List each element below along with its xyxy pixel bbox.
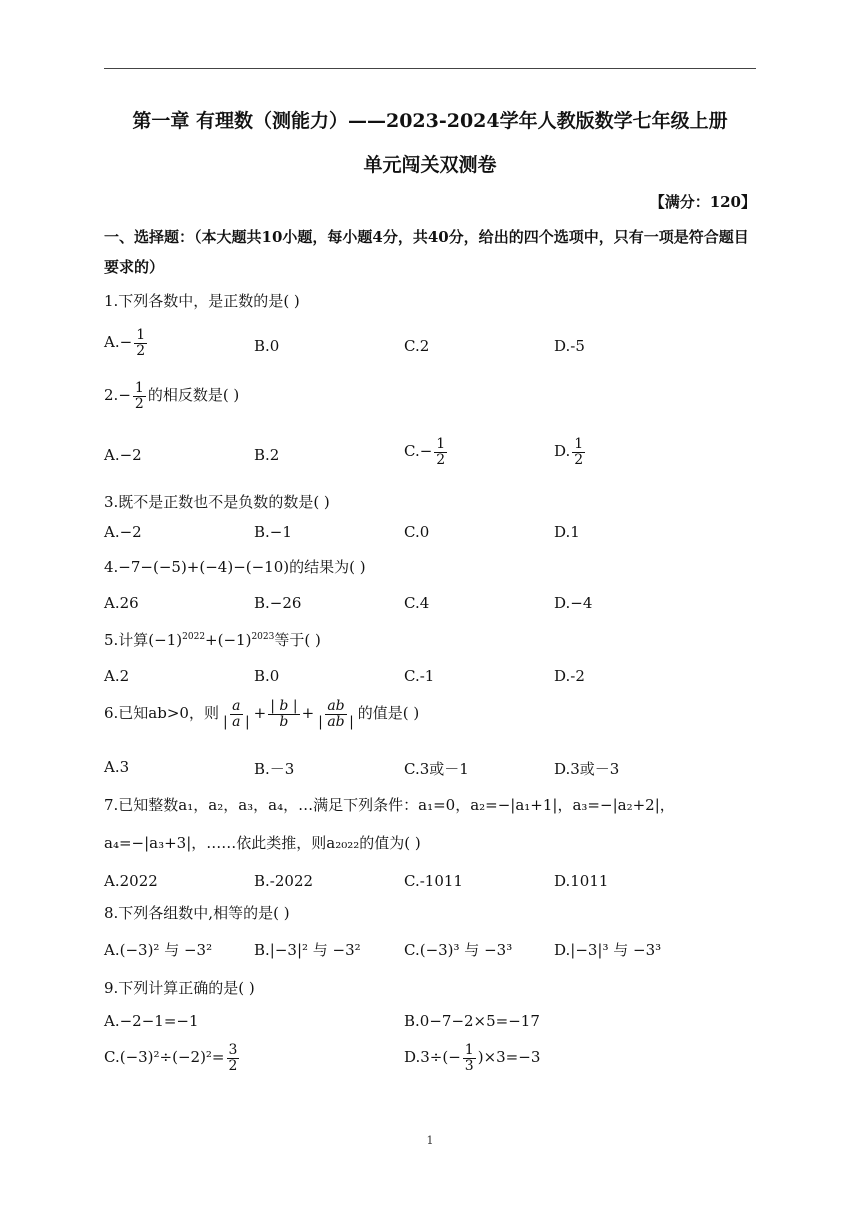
q8-option-a: A.(−3)² 与 −3² (104, 941, 213, 959)
q7-option-a: A.2022 (104, 872, 158, 890)
question-4-stem: 4.−7−(−5)+(−4)−(−10)的结果为( ) (104, 558, 366, 576)
q3-option-a: A.−2 (104, 523, 142, 541)
q2-option-c: C.− $\frac{1}{2}$ (404, 436, 446, 468)
q9-option-b: B.0−7−2×5=−17 (404, 1012, 540, 1030)
q3-option-b: B.−1 (254, 523, 292, 541)
page-number: 1 (426, 1134, 434, 1147)
q8-option-b: B.|−3|² 与 −3² (254, 941, 361, 959)
q7-option-d: D.1011 (554, 872, 609, 890)
q5-option-d: D.-2 (554, 667, 585, 685)
q5-option-a: A.2 (104, 667, 130, 685)
question-8-stem: 8.下列各组数中,相等的是( ) (104, 904, 290, 922)
question-9-stem: 9.下列计算正确的是( ) (104, 979, 255, 997)
q1-option-c: C.2 (404, 337, 430, 355)
q7-option-b: B.-2022 (254, 872, 314, 890)
question-3-stem: 3.既不是正数也不是负数的数是( ) (104, 493, 330, 511)
q5-option-b: B.0 (254, 667, 280, 685)
q3-option-c: C.0 (404, 523, 430, 541)
q9-option-d: D.3÷(− $\frac{1}{3}$ )×3=−3 (404, 1042, 541, 1074)
q5-option-c: C.-1 (404, 667, 435, 685)
q4-option-b: B.−26 (254, 594, 302, 612)
question-1-stem: 1.下列各数中，是正数的是( ) (104, 292, 300, 310)
q1-option-a: A.− $\frac{1}{2}$ (104, 327, 146, 359)
q2-option-a: A.−2 (104, 446, 142, 464)
question-6-stem: 6.已知ab>0，则 $\frac{a}{| a |}$ + $\frac{| b |}{b}$ + $\frac{ab}{| ab |}$ 的值是( ) (104, 698, 420, 730)
q8-option-c: C.(−3)³ 与 −3³ (404, 941, 513, 959)
question-5-stem: 5.计算$(-1)^{2022}+(-1)^{2023}$等于( ) (104, 631, 321, 649)
q6-option-b: B.－3 (254, 760, 295, 778)
question-7-line-2: a₄=−|a₃+3|，……依此类推，则a₂₀₂₂的值为( ) (104, 834, 421, 852)
header-rule (104, 68, 756, 69)
q4-option-d: D.−4 (554, 594, 593, 612)
q1-option-d: D.-5 (554, 337, 585, 355)
q6-option-d: D.3或－3 (554, 760, 620, 778)
q2-option-d: D. $\frac{1}{2}$ (554, 436, 584, 468)
q3-option-d: D.1 (554, 523, 580, 541)
q4-option-a: A.26 (104, 594, 139, 612)
document-subtitle: 单元闯关双测卷 (363, 154, 497, 176)
q2-option-b: B.2 (254, 446, 280, 464)
q8-option-d: D.|−3|³ 与 −3³ (554, 941, 662, 959)
q9-option-c: C.(−3)²÷(−2)²= $\frac{3}{2}$ (104, 1042, 238, 1074)
question-7-line-1: 7.已知整数a₁，a₂，a₃，a₄，…满足下列条件：a₁=0，a₂=−|a₁+1|，a₃=−|a₂+2|， (104, 796, 675, 814)
section-heading: 一、选择题：（本大题共10小题，每小题4分，共40分，给出的四个选项中，只有一项是符合题目要求的） (104, 228, 749, 276)
q7-option-c: C.-1011 (404, 872, 463, 890)
document-title: 第一章 有理数（测能力）——2023-2024学年人教版数学七年级上册 (132, 110, 728, 132)
question-2-stem: 2.− $\frac{1}{2}$ 的相反数是( ) (104, 380, 240, 412)
q6-option-c: C.3或－1 (404, 760, 469, 778)
q4-option-c: C.4 (404, 594, 430, 612)
q6-option-a: A.3 (104, 758, 130, 776)
q9-option-a: A.−2−1=−1 (104, 1012, 199, 1030)
score-label: 【满分：120】 (649, 193, 756, 211)
q1-option-b: B.0 (254, 337, 280, 355)
